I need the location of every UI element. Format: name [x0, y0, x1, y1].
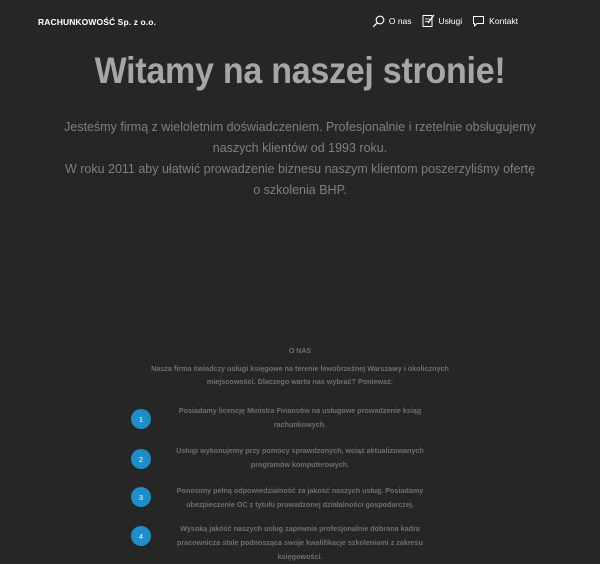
hero-description [60, 117, 540, 201]
list-item-text: Posiadamy licencję Ministra Finansów na usługowe prowadzenie ksiąg rachunkowych. [178, 406, 422, 429]
nav-item-kontakt[interactable] [472, 14, 518, 28]
search-icon [372, 15, 385, 28]
number-badge: 3 [131, 487, 151, 507]
list-item [0, 404, 600, 444]
list-item [0, 444, 600, 484]
top-navigation-bar [0, 0, 600, 44]
main-nav [372, 14, 518, 28]
list-item-text: Ponosimy pełną odpowiedzialność za jakość naszych usług. Posiadamy ubezpieczenie OC z tytułu prowadzonej działalności gospodarczej. [176, 486, 424, 509]
list-item-text: Usługi wykonujemy przy pomocy sprawdzonych, wciąż aktualizowanych programów komputerowych. [176, 446, 424, 469]
list-item [0, 484, 600, 524]
nav-item-uslugi[interactable] [422, 14, 463, 28]
chat-bubble-icon [472, 15, 485, 28]
number-badge: 1 [131, 409, 151, 429]
hero-paragraph-1: Jesteśmy firmą z wieloletnim doświadczeniem. Profesjonalnie i rzetelnie obsługujemy naszych klientów od 1993 roku. [64, 120, 536, 155]
about-intro: Nasza firma świadczy usługi księgowe na terenie lewobrzeżnej Warszawy i okolicznych miejscowości. Dlaczego warto nas wybrać? Ponieważ: [151, 364, 449, 386]
about-section-title: O NAS [288, 348, 312, 355]
hero-paragraph-2: W roku 2011 aby ułatwić prowadzenie biznesu naszym klientom poszerzyliśmy ofertę o szkolenia BHP. [64, 162, 536, 197]
number-badge: 2 [131, 449, 151, 469]
brand-logo[interactable]: RACHUNKOWOŚĆ Sp. z o.o. [38, 17, 156, 27]
nav-item-o-nas[interactable] [372, 14, 412, 28]
nav-label-uslugi: Usługi [438, 16, 463, 26]
nav-label-o-nas: O nas [388, 16, 412, 26]
edit-document-icon [422, 14, 435, 28]
list-item [0, 522, 600, 562]
hero-title: Witamy na naszej stronie! [94, 50, 506, 91]
nav-label-kontakt: Kontakt [489, 16, 518, 26]
number-badge: 4 [131, 526, 151, 546]
list-item-text: Wysoką jakość naszych usług zapewnia profesjonalnie dobrana kadra pracownicza stale podnosząca swoje kwalifikacje szkoleniami z zakresu księgowości. [176, 524, 424, 561]
